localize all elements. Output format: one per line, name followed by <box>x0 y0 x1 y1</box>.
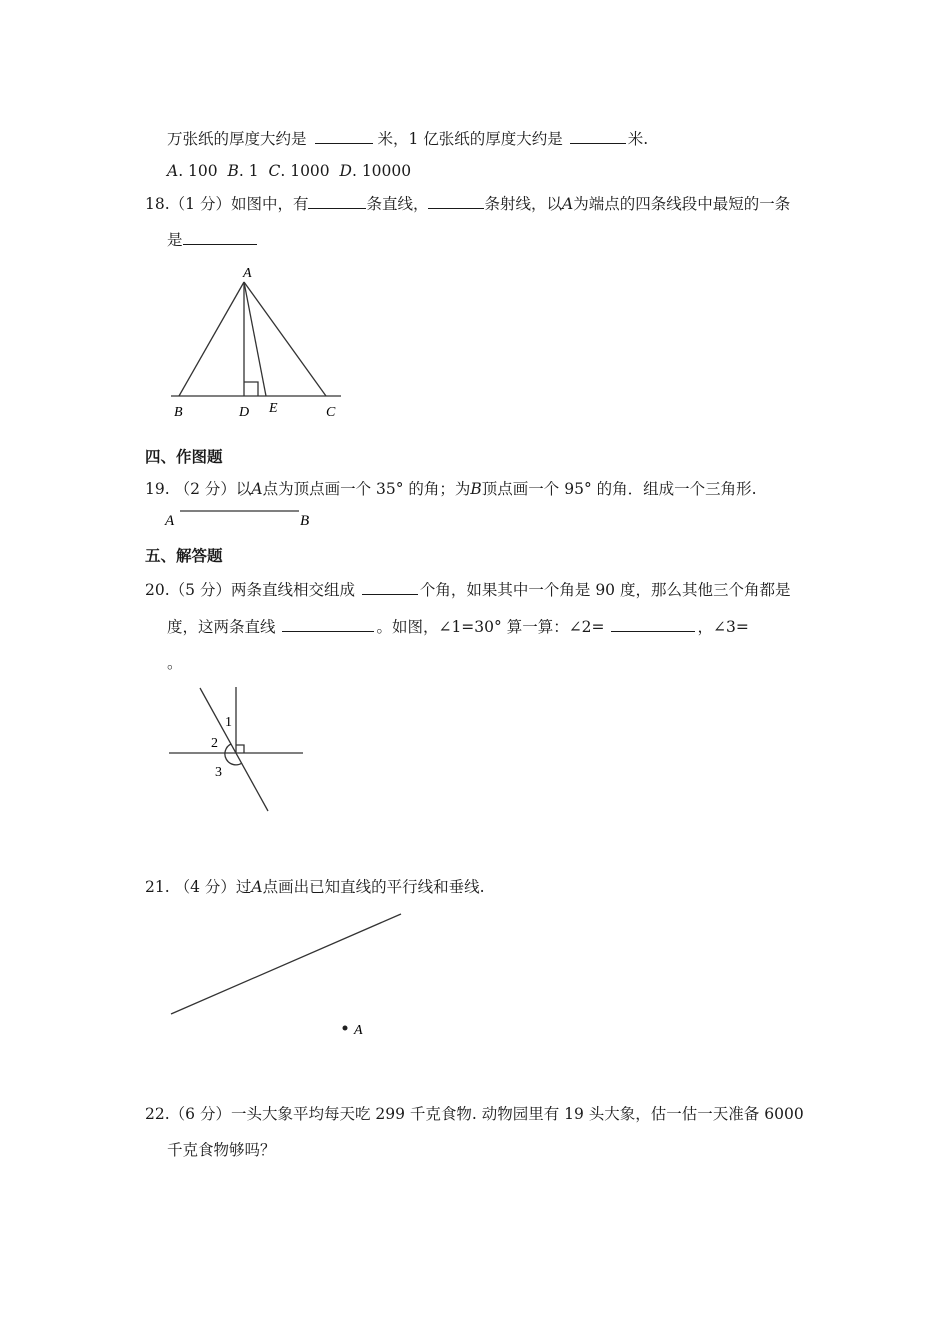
q17-option-a-text: . 100 <box>178 162 218 180</box>
q18-line-2 <box>167 229 257 251</box>
q17-blank-1[interactable] <box>315 129 373 144</box>
q20-line-1 <box>145 579 790 601</box>
label-a: A <box>165 513 175 529</box>
q20-blank-angle2[interactable] <box>611 617 695 632</box>
q19-segment-figure <box>160 500 325 532</box>
segment-ac <box>244 282 326 396</box>
q20-angles-figure <box>165 684 310 816</box>
q18-blank-shortest[interactable] <box>183 230 257 245</box>
q17-option-a-letter: A <box>167 162 179 180</box>
q18-line-1 <box>145 193 790 215</box>
q17-text-c: 米. <box>627 130 649 148</box>
q17-text-b: 米，1 亿张纸的厚度大约是 <box>377 130 563 148</box>
label-3: 3 <box>215 765 222 780</box>
label-a: A <box>354 1023 363 1038</box>
q17-options <box>167 160 411 182</box>
q19-text-a: 点为顶点画一个 35° 的角；为 <box>262 480 471 498</box>
q21-number: 21. （4 分）过 <box>145 878 252 896</box>
q18-text-d: 是 <box>167 231 183 249</box>
label-a: A <box>243 266 252 281</box>
segment-ab <box>179 282 244 396</box>
q18-point: A <box>561 195 574 213</box>
given-line <box>171 914 401 1014</box>
q20-line2-a: 度，这两条直线 <box>167 618 276 636</box>
q22-line-1: 22.（6 分）一头大象平均每天吃 299 千克食物. 动物园里有 19 头大象，估一估一天准备 6000 <box>145 1105 804 1123</box>
q17-line <box>167 128 648 150</box>
q17-option-c-letter: C <box>268 162 281 180</box>
q20-line2-b: 。如图，∠1=30° 算一算：∠2= <box>376 618 605 636</box>
q17-option-c-text: . 1000 <box>280 162 330 180</box>
label-1: 1 <box>225 715 232 730</box>
q22-line-2: 千克食物够吗？ <box>167 1141 276 1159</box>
q19-number: 19. （2 分）以 <box>145 480 252 498</box>
q18-blank-lines[interactable] <box>308 194 366 209</box>
q19-line <box>145 478 757 500</box>
section-5-title: 五、解答题 <box>145 547 223 565</box>
label-d: D <box>239 405 250 420</box>
q20-blank-angles[interactable] <box>362 580 418 595</box>
segment-ae <box>244 282 266 396</box>
q17-option-b-text: . 1 <box>238 162 259 180</box>
q18-triangle-figure <box>165 260 350 425</box>
q21-figure <box>165 905 410 1045</box>
right-angle-mark <box>236 745 244 753</box>
angle-arc <box>225 744 242 765</box>
label-2: 2 <box>211 736 218 751</box>
q17-blank-2[interactable] <box>570 129 626 144</box>
q20-line1-a: 20.（5 分）两条直线相交组成 <box>145 581 355 599</box>
q20-line-3: 。 <box>167 654 183 672</box>
q21-line <box>145 876 485 898</box>
q20-line1-b: 个角，如果其中一个角是 90 度，那么其他三个角都是 <box>419 581 791 599</box>
q20-line2-c: ，∠3= <box>697 618 749 636</box>
right-angle-mark <box>244 382 258 396</box>
q20-blank-relation[interactable] <box>282 617 374 632</box>
label-b: B <box>300 513 310 529</box>
q21-point: A <box>251 878 263 896</box>
point-a-dot <box>343 1026 348 1031</box>
label-b: B <box>174 405 183 420</box>
q18-text-a: 条直线， <box>366 195 429 213</box>
q18-text-b: 条射线，以 <box>484 195 562 213</box>
q18-blank-rays[interactable] <box>428 194 484 209</box>
q19-point-b: B <box>470 480 482 498</box>
q17-option-d-letter: D <box>339 162 352 180</box>
label-e: E <box>269 401 278 416</box>
q19-point-a: A <box>251 480 263 498</box>
q20-line-2 <box>167 616 749 638</box>
q21-text: 点画出已知直线的平行线和垂线. <box>262 878 485 896</box>
label-c: C <box>326 405 336 420</box>
q17-text-a: 万张纸的厚度大约是 <box>167 130 307 148</box>
section-4-title: 四、作图题 <box>145 448 223 466</box>
q17-option-b-letter: B <box>227 162 239 180</box>
q19-text-b: 顶点画一个 95° 的角．组成一个三角形. <box>481 480 757 498</box>
q18-text-c: 为端点的四条线段中最短的一条 <box>573 195 791 213</box>
q17-option-d-text: . 10000 <box>351 162 412 180</box>
q18-number: 18.（1 分）如图中，有 <box>145 195 309 213</box>
